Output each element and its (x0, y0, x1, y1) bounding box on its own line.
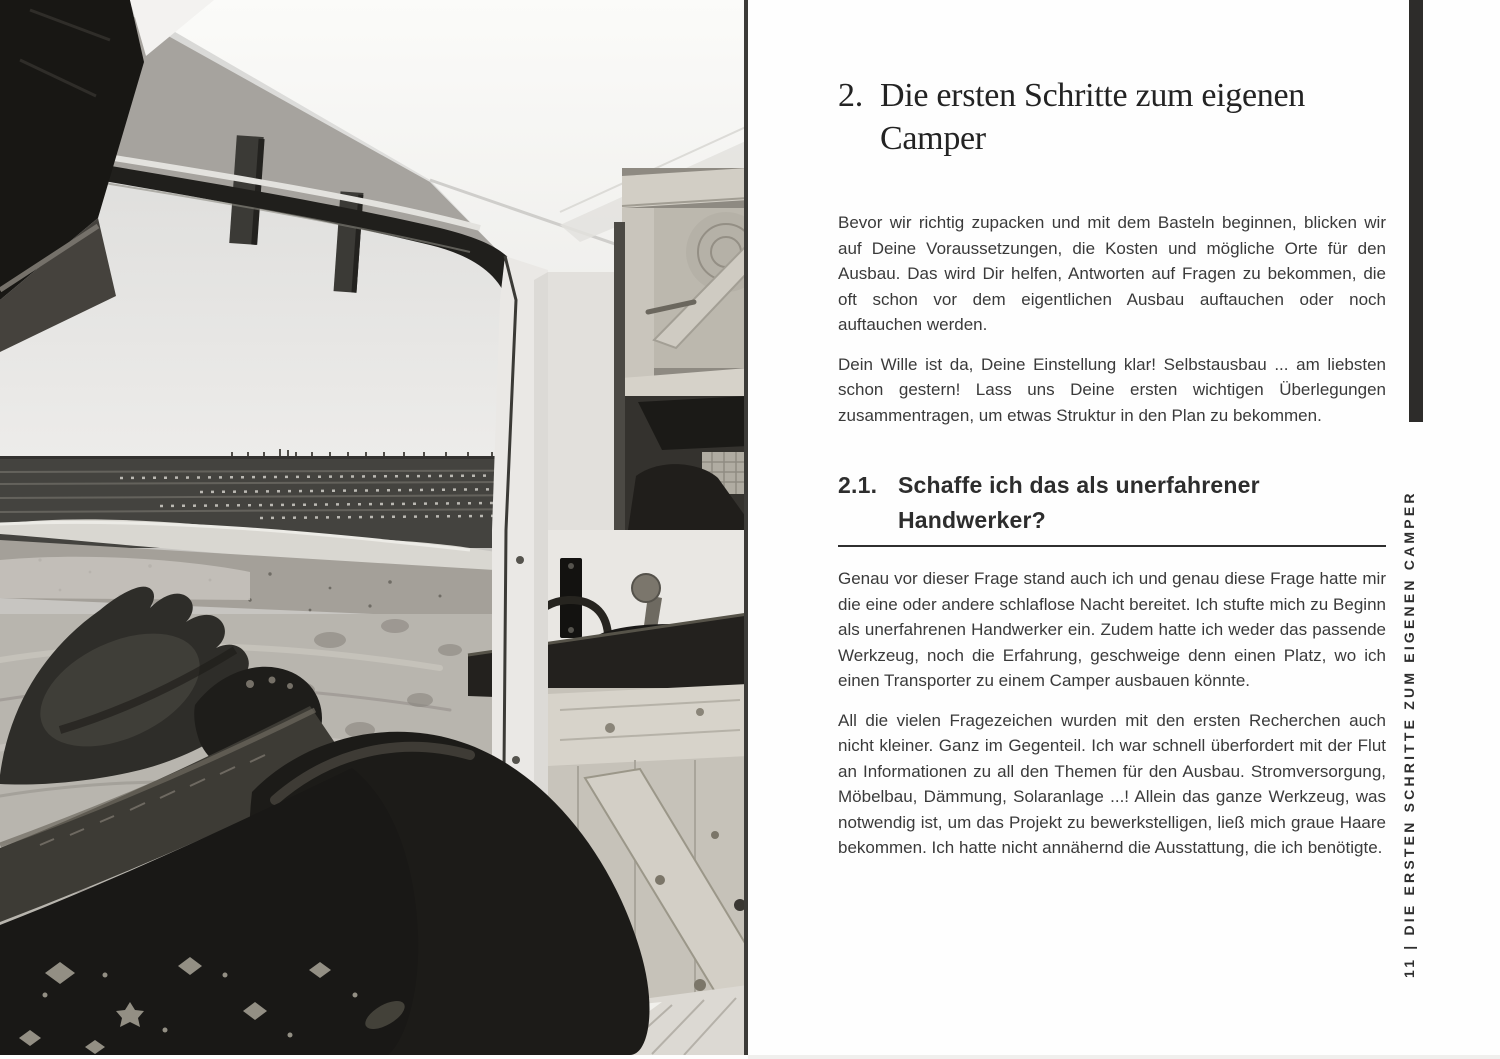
chapter-title: Die ersten Schritte zum eigenen Camper (880, 77, 1305, 157)
section-title: Schaffe ich das als unerfahrener Handwerker? (898, 472, 1260, 533)
book-page (748, 0, 1500, 1059)
intro-paragraph-1: Bevor wir richtig zupacken und mit dem Basteln beginnen, blicken wir auf Deine Voraussetzungen, die Kosten und mögliche Orte für den Ausbau. Das wird Dir helfen, Antworten auf Fragen zu bekommen, die oft schon vor dem eigentlichen Ausbau auftauchen oder noch auftauchen werden. (838, 213, 1386, 334)
section-heading (838, 468, 1386, 538)
chapter-marker-bar (1409, 0, 1423, 422)
section-paragraph-1: Genau vor dieser Frage stand auch ich und genau diese Frage hatte mir die eine oder andere schlaflose Nacht bereitet. Ich stufte mich zu Beginn als unerfahrenen Handwerker ein. Zudem hatte ich weder das passende Werkzeug, noch die Erfahrung, geschweige denn einen Platz, wo ich einen Transporter zu einem Camper ausbauen könnte. (838, 569, 1386, 690)
chapter-number: 2. (838, 77, 863, 114)
camper-beach-photo (0, 0, 748, 1055)
intro-paragraph-2: Dein Wille ist da, Deine Einstellung klar! Selbstausbau ... am liebsten schon gestern! Lass uns Deine ersten wichtigen Überlegungen zusammentragen, um etwas Struktur in den Plan zu bekommen. (838, 354, 1386, 425)
section-number: 2.1. (838, 472, 878, 498)
page-edge-label: 11 | DIE ERSTEN SCHRITTE ZUM EIGENEN CAMPER (1401, 490, 1417, 978)
page-content (838, 0, 1386, 861)
camper-beach-photo-art (0, 0, 748, 1055)
section-divider (838, 545, 1386, 547)
chapter-heading (838, 74, 1386, 160)
section-paragraph-2: All die vielen Fragezeichen wurden mit den ersten Recherchen auch nicht kleiner. Ganz im Gegenteil. Ich war schnell überfordert mit der Flut an Informationen zu all den Themen für den Ausbau. Stromversorgung, Möbelbau, Dämmung, Solaranlage ...! Allein das ganze Werkzeug, was notwendig ist, um das Projekt zu bewerkstelligen, ließ mich graue Haare bekommen. Ich hatte nicht annähernd die Ausstattung, die ich benötigte. (838, 710, 1386, 857)
